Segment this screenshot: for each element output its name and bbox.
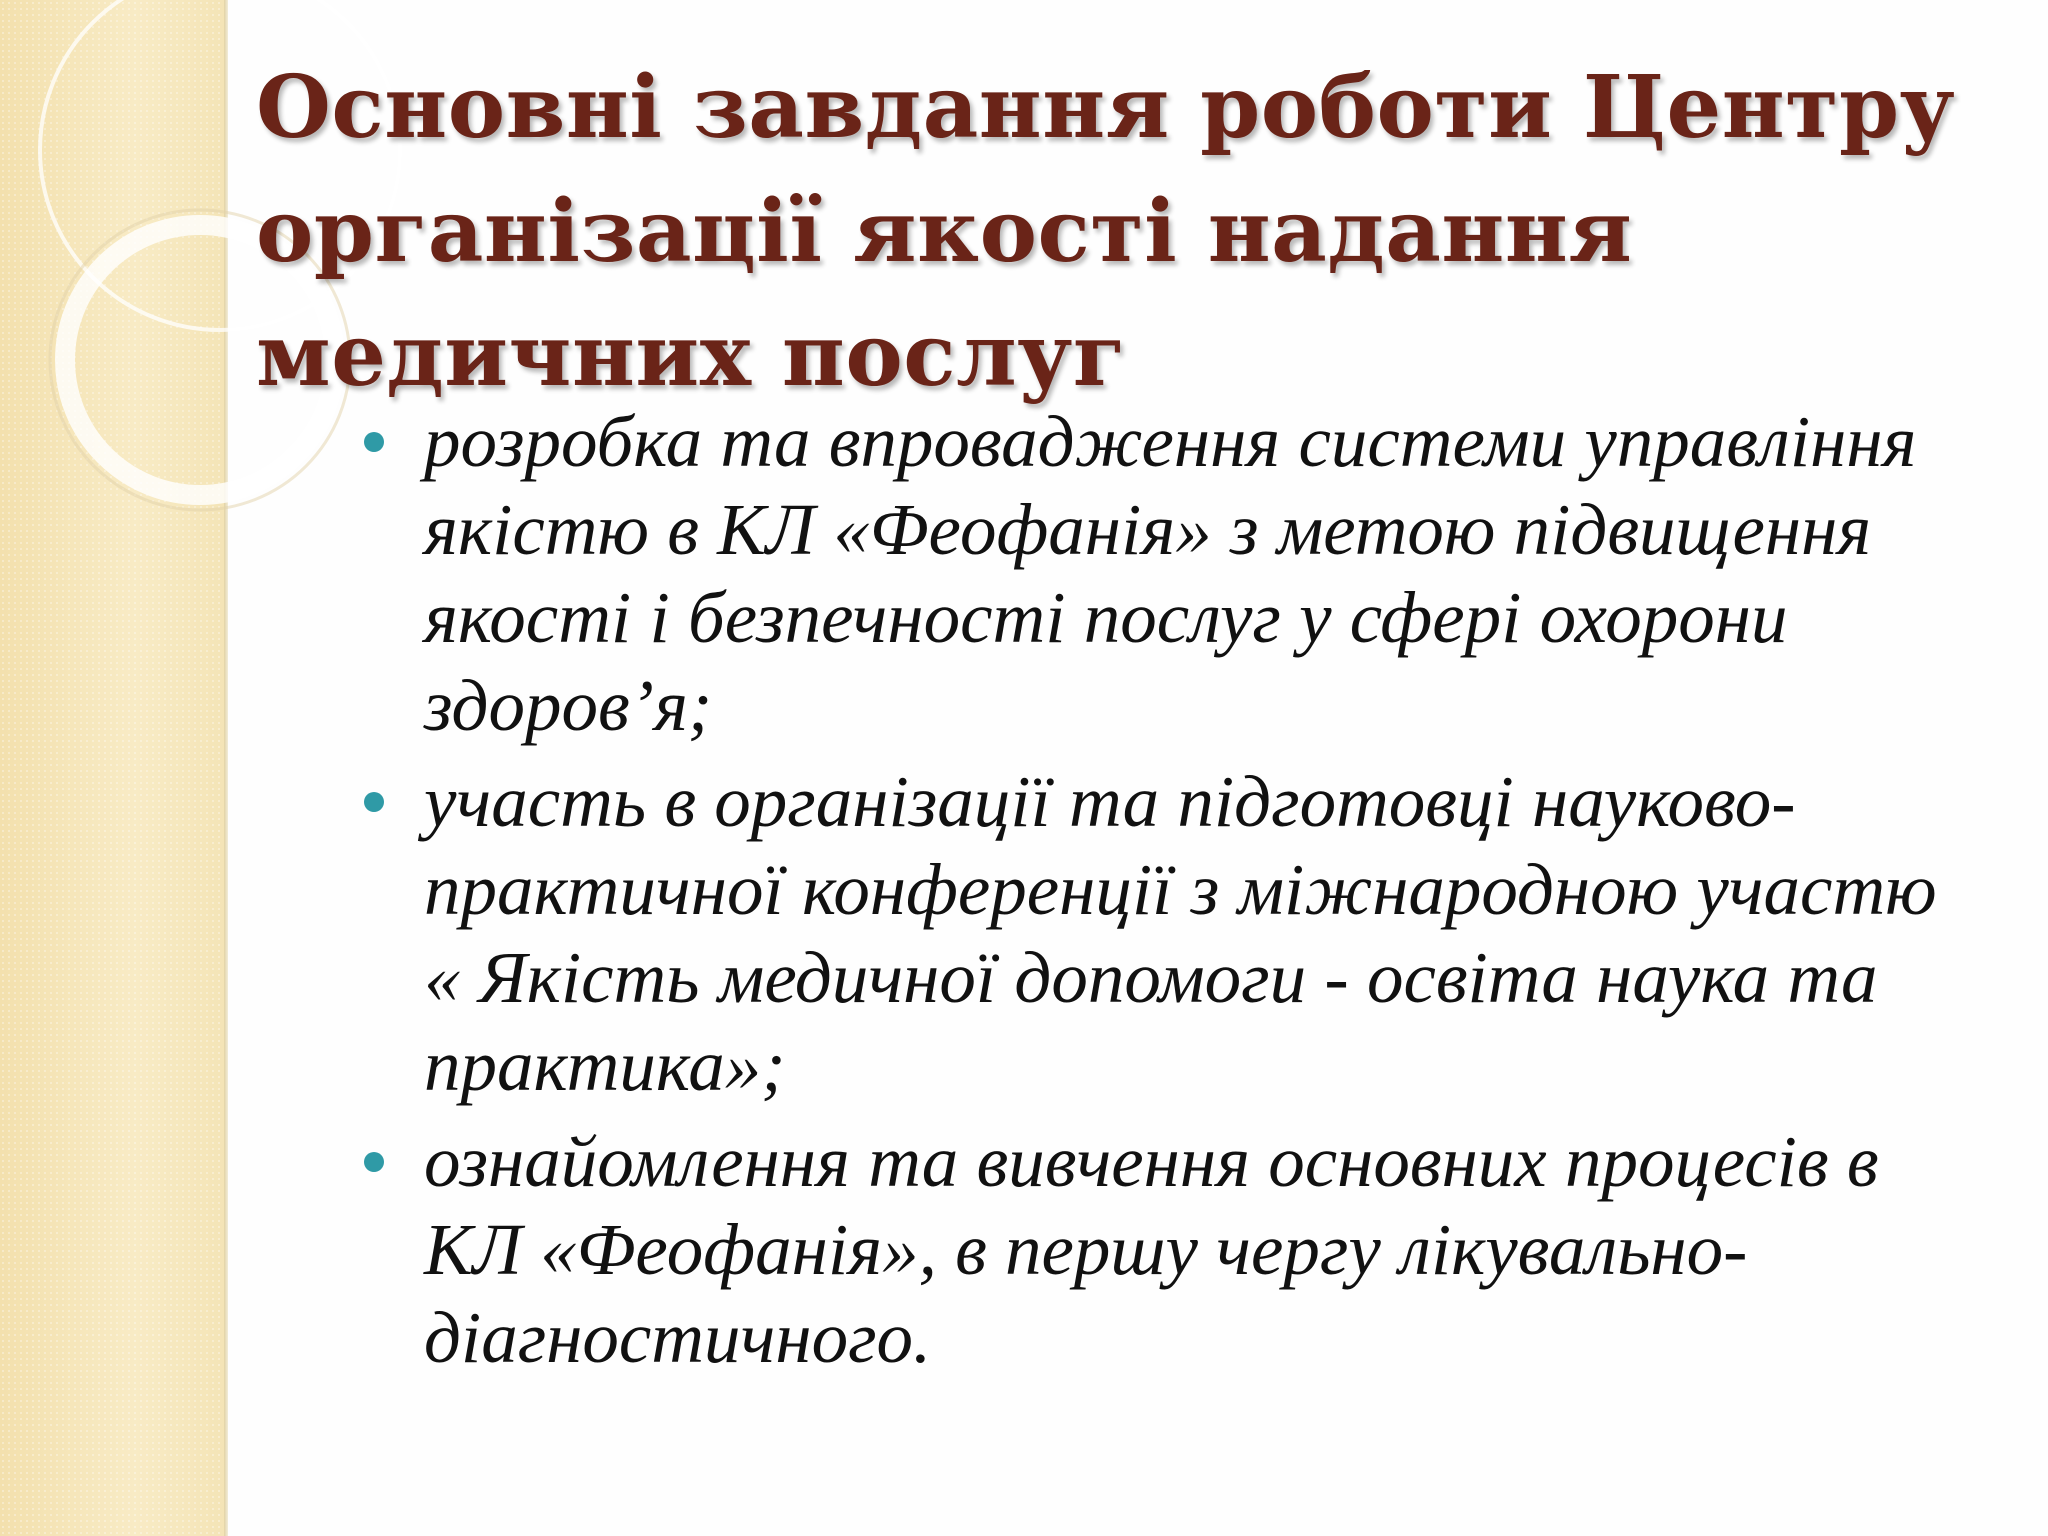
list-item <box>360 1118 1980 1382</box>
side-panel-divider <box>224 0 228 1536</box>
bullet-list <box>360 398 1980 1390</box>
bullet-text: участь в організації та підготовці науково-практичної конференції з міжнародною участю « Якість медичної допомоги - освіта наука та практика»; <box>424 761 1937 1106</box>
bullet-text: ознайомлення та вивчення основних процесів в КЛ «Феофанія», в першу чергу лікувально-діагностичного. <box>424 1121 1879 1378</box>
slide-title <box>256 46 1956 418</box>
title-line: організації якості надання <box>256 181 1633 282</box>
bullet-dot-icon <box>364 1152 384 1172</box>
title-line: медичних послуг <box>256 305 1126 406</box>
bullet-text: розробка та впровадження системи управління якістю в КЛ «Феофанія» з метою підвищення якості і безпечності послуг у сфері охорони здоров’я; <box>424 401 1917 746</box>
list-item <box>360 398 1980 750</box>
bullet-dot-icon <box>364 792 384 812</box>
side-panel-background <box>0 0 226 1536</box>
bullet-dot-icon <box>364 432 384 452</box>
title-line: Основні завдання роботи Центру <box>256 57 1956 158</box>
list-item <box>360 758 1980 1110</box>
